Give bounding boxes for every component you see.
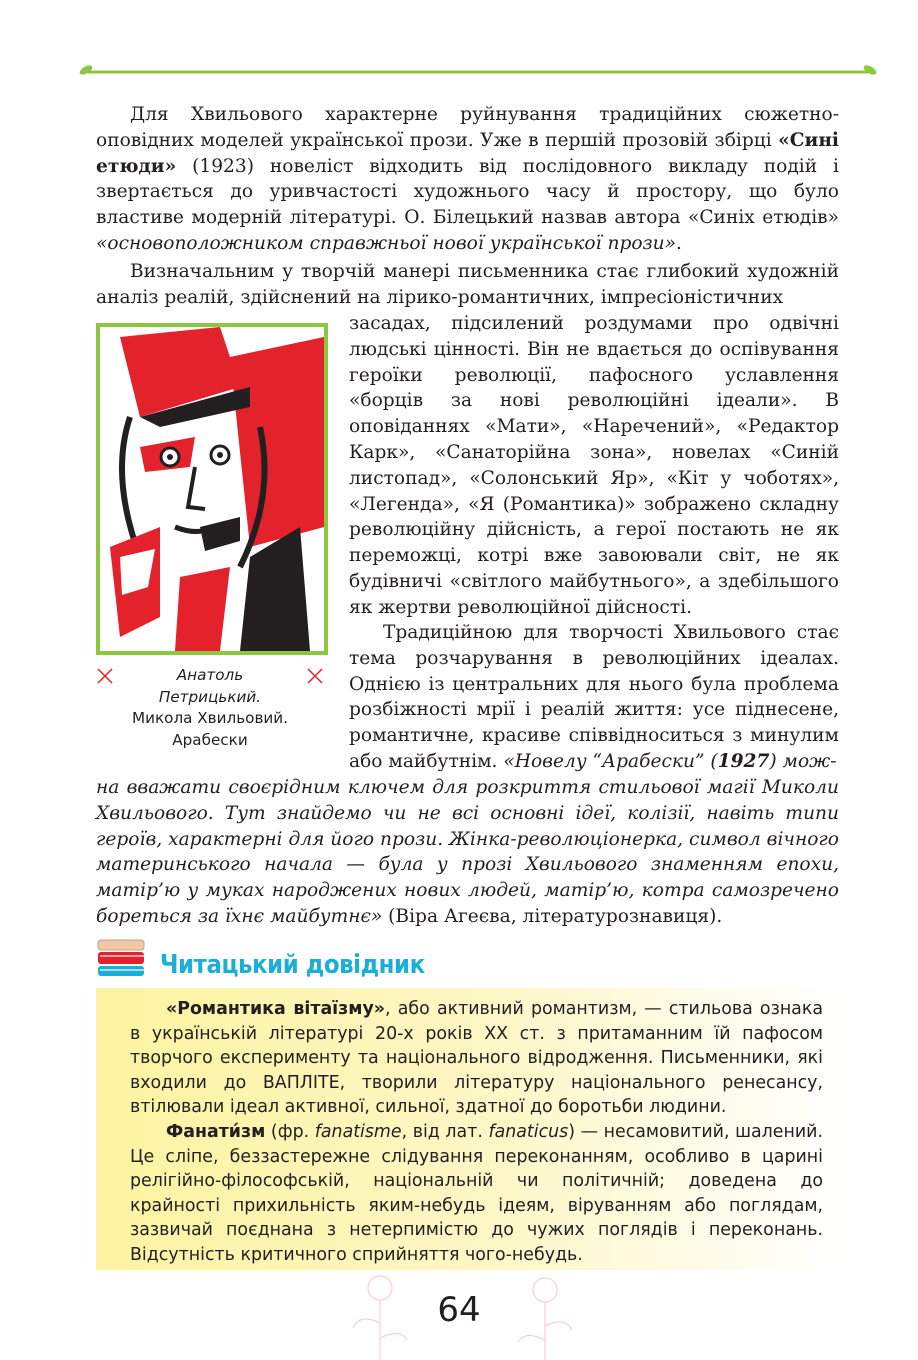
- paragraph-3-wrap: Традиційною для творчості Хвильового стає тема розчарування в революційних ідеалах. Однією із центральних для нього була проблема розбіжності мрії і реалій життя: усе піднесене, романтичне, красиве співвідноситься з минулим або майбутнім. «Новелу “Арабески” (1927) мож-: [349, 622, 839, 772]
- paragraph-3-quote: на вважати своєрідним ключем для розкриття стильової магії Миколи Хвильового. Тут знайдемо чи не всі основні ідеї, колізії, навіть типи героїв, характерні для його прози. Жінка-революціонерка, символ вічного материнського начала — була у прозі Хвильового знаменням епохи, матір’ю у муках народжених нових людей, матір’ю, котра самозречено бореться за їхнє майбутнє» (Віра Агеєва, літературознавиця).: [96, 777, 839, 927]
- top-decorative-rule: [78, 64, 878, 80]
- illustration-frame: [96, 323, 328, 655]
- caption-author-first: Анатоль: [176, 666, 244, 684]
- illustration-caption: [110, 665, 310, 751]
- paragraph-2-wrap: засадах, підсилений роздумами про одвічні людські цінності. Він не вдається до оспівування героїки революції, пафосного уславлення «борців за нові революційні ідеали». В оповіданнях «Мати», «Наречений», «Редактор Карк», «Санаторійна зона», новелах «Синій листопад», «Солонський Яр», «Кіт у чоботях», «Легенда», «Я (Романтика)» зображено складну революційну дійсність, а герої постають не як переможці, котрі вже завоювали світ, не як будівничі «світлого майбутнього», а здебільшого як жертви революційної дійсності.: [349, 313, 839, 618]
- reference-title: Читацький довідник: [160, 950, 425, 980]
- reference-entry-fanaticism: Фанати́зм (фр. fanatisme, від лат. fanaticus) — несамовитий, шалений. Це сліпе, беззастережне слідування переконанням, особливо в царині релігійно-філософській, національній чи політичній; доведена до крайності прихильність яким-небудь ідеям, віруванням або поглядам, зазвичай поєднана з нетерпимістю до чужих поглядів і переконань. Відсутність критичного сприйняття чого-небудь.: [130, 1122, 823, 1265]
- caption-subject: Микола Хвильовий.: [132, 709, 288, 727]
- paragraph-2-top: Визначальним у творчій манері письменника стає глибокий художній аналіз реалій, здійснений на лірико-романтичних, імпресіоністичних: [96, 261, 839, 308]
- page-number: 64: [437, 1290, 481, 1330]
- caption-work-title: Арабески: [172, 730, 248, 749]
- reference-entry-vitaism: «Романтика вітаїзму», або активний романтизм, — стильова ознака в українській літературі 20-х років ХХ ст. з притаманним їй пафосом творчого експерименту та національного відродження. Письменники, які входили до ВАПЛІТЕ, творили літературу національного ренесансу, втілювали ідеал активної, сильної, здатної до боротьби людини.: [130, 999, 824, 1118]
- portrait-illustration: [100, 327, 324, 651]
- paragraph-1: Для Хвильового характерне руйнування традиційних сюжетно-оповідних моделей української прози. Уже в першій прозовій збірці «Сині етюди» (1923) новеліст відходить від послідовного викладу подій і звертається до уривчастості художнього часу й простору, що було властиве модерній літературі. О. Білецький назвав автора «Синіх етюдів» «основоположником справжньої нової української прози».: [96, 104, 839, 254]
- caption-author-last: Петрицький.: [158, 687, 262, 706]
- books-icon: [96, 938, 148, 988]
